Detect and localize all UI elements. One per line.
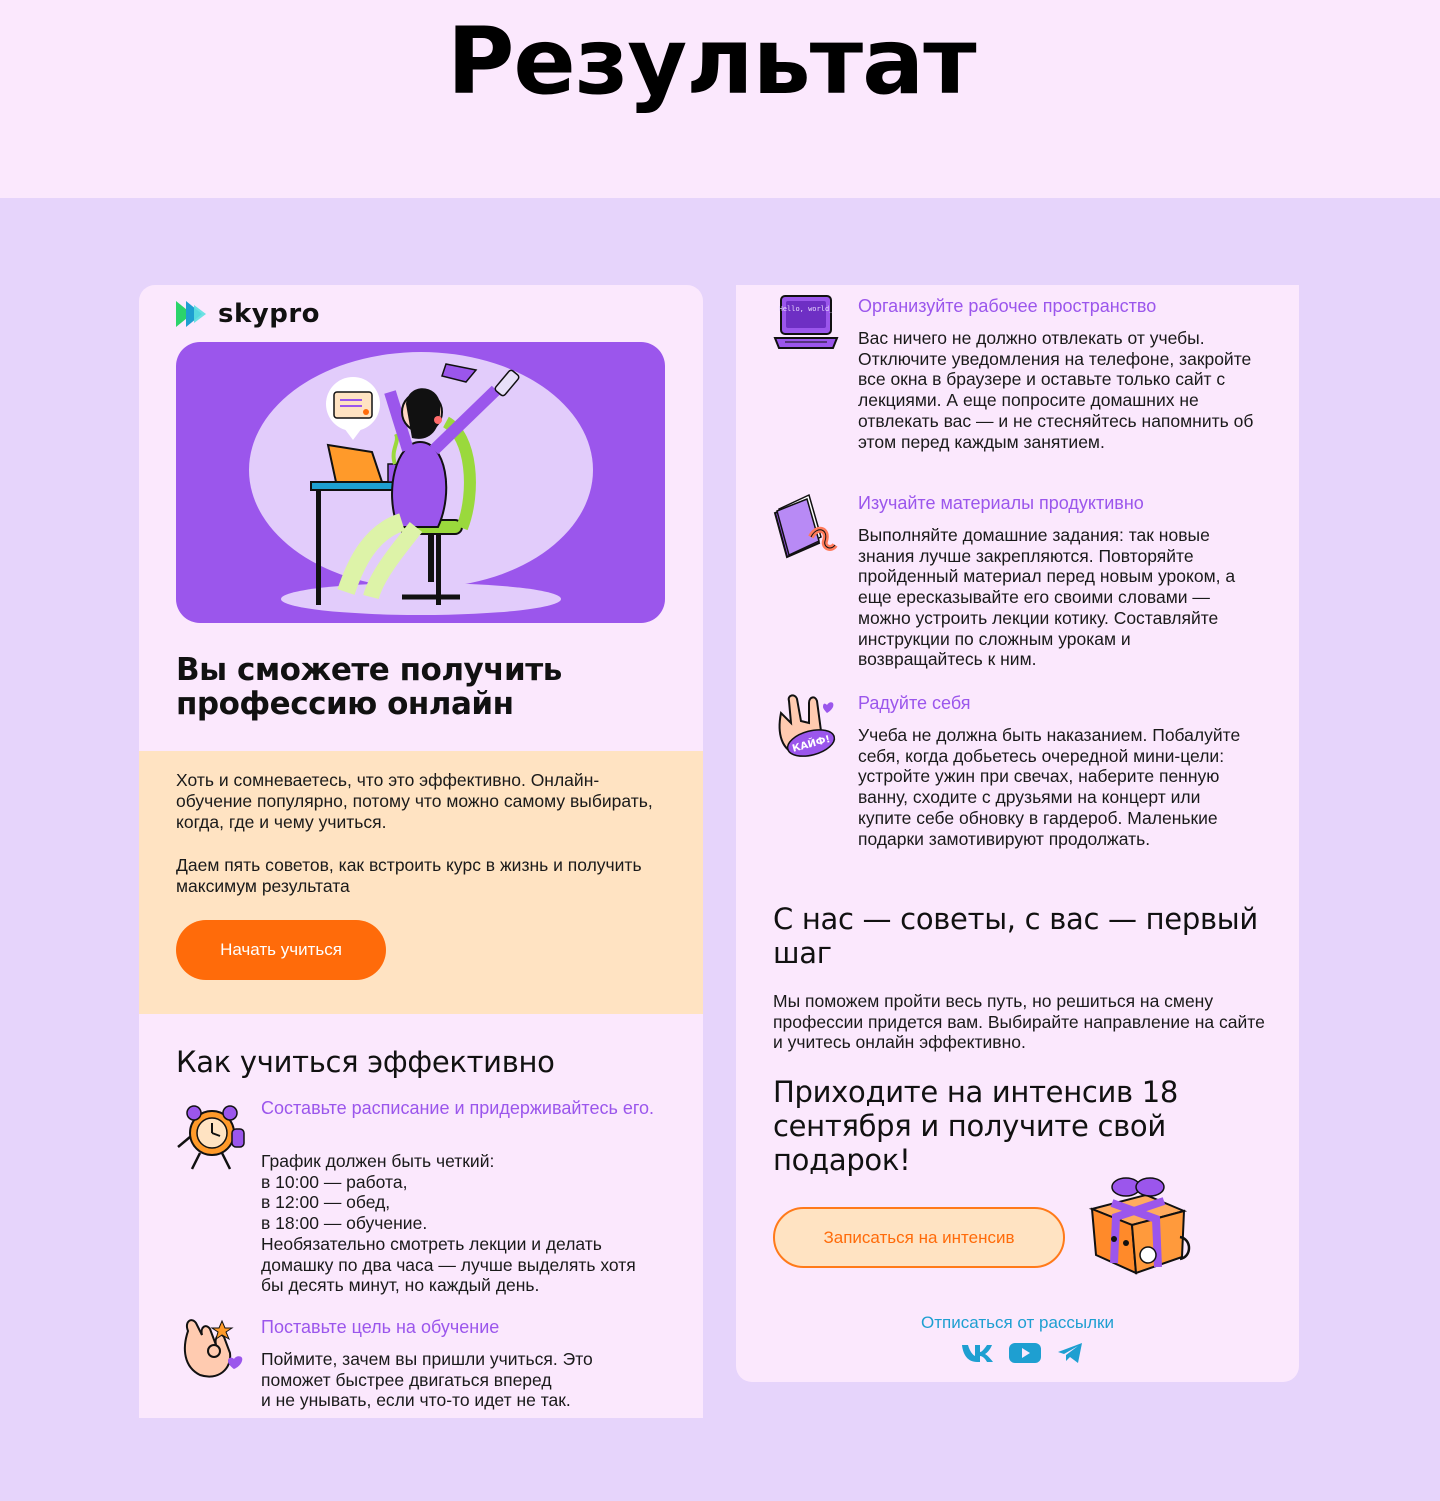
closing-title: С нас — советы, с вас — первый шаг xyxy=(773,902,1258,970)
intensive-invite: Приходите на интенсив 18 сентября и получите свой подарок! xyxy=(773,1075,1179,1177)
ok-hand-icon xyxy=(174,1315,246,1381)
email-card-left xyxy=(139,285,703,1418)
tip-text-reward: Учеба не должна быть наказанием. Побалуйте себя, когда добьетесь очередной мини-цели: устройте ужин при свечах, наберите пенную ванну, сходите с друзьями на концерт или купите себе обновку в гардероб. Маленькие подарки замотивируют продолжать. xyxy=(858,725,1241,849)
brand-logo[interactable] xyxy=(176,299,320,329)
tip-text-goal: Поймите, зачем вы пришли учиться. Это поможет быстрее двигаться вперед и не унывать, если что-то идет не так. xyxy=(261,1349,593,1411)
tip-text-workspace: Вас ничего не должно отвлекать от учебы. Отключите уведомления на телефоне, закройте все окна в браузере и оставьте только сайт с лекциями. А еще попросите домашних не отвлекать вас — и не стесняйтесь напомнить об этом перед каждым занятием. xyxy=(858,328,1254,452)
tip-title-reward: Радуйте себя xyxy=(858,693,971,713)
telegram-icon[interactable] xyxy=(1056,1342,1084,1364)
tip-title-materials: Изучайте материалы продуктивно xyxy=(858,493,1144,513)
register-intensive-button[interactable]: Записаться на интенсив xyxy=(773,1207,1065,1268)
gift-box-icon xyxy=(1086,1173,1194,1277)
intro-paragraph-2: Даем пять советов, как встроить курс в жизнь и получить максимум результата xyxy=(176,855,642,896)
rock-hand-icon xyxy=(771,693,841,765)
laptop-screen-text: Hello, world_ xyxy=(778,305,834,313)
closing-text: Мы поможем пройти весь путь, но решиться на смену профессии придется вам. Выбирайте направление на сайте и учитесь онлайн эффективно. xyxy=(773,991,1265,1053)
tip-title-workspace: Организуйте рабочее пространство xyxy=(858,296,1157,316)
book-worm-icon xyxy=(771,491,841,563)
tip-text-materials: Выполняйте домашние задания: так новые знания лучше закрепляются. Повторяйте пройденный материал перед новым уроком, а еще ересказывайте его своими словами — можно устроить лекции котику. Составляйте инструкции по сложным урокам и возвращайтесь к ним. xyxy=(858,525,1236,670)
email-card-right xyxy=(736,285,1299,1382)
youtube-icon[interactable] xyxy=(1008,1342,1042,1364)
how-to-title: Как учиться эффективно xyxy=(176,1045,555,1079)
laptop-icon xyxy=(773,294,839,352)
unsubscribe-link[interactable]: Отписаться от рассылки xyxy=(921,1313,1114,1332)
tip-title-goal: Поставьте цель на обучение xyxy=(261,1317,500,1337)
start-learning-button[interactable]: Начать учиться xyxy=(176,920,386,980)
intro-paragraph-1: Хоть и сомневаетесь, что это эффективно. Онлайн-обучение популярно, потому что можно самому выбирать, когда, где и чему учиться. xyxy=(176,770,653,832)
alarm-clock-icon xyxy=(174,1095,246,1173)
page-heading: Результат xyxy=(447,8,976,115)
hero-illustration xyxy=(176,342,665,623)
intro-headline: Вы сможете получить профессию онлайн xyxy=(176,652,562,722)
vk-icon[interactable] xyxy=(960,1342,994,1364)
rock-hand-badge-text: КАЙФ! xyxy=(791,734,832,755)
skypro-logo-icon xyxy=(176,301,210,327)
tip-text-schedule: График должен быть четкий: в 10:00 — работа, в 12:00 — обед, в 18:00 — обучение. Необязательно смотреть лекции и делать домашку по два часа — лучше выделять хотя бы десять минут, но каждый день. xyxy=(261,1151,636,1296)
tip-title-schedule: Составьте расписание и придерживайтесь его. xyxy=(261,1098,655,1118)
intro-block xyxy=(139,751,703,1014)
social-links xyxy=(960,1342,1084,1364)
brand-name: skypro xyxy=(218,299,321,329)
